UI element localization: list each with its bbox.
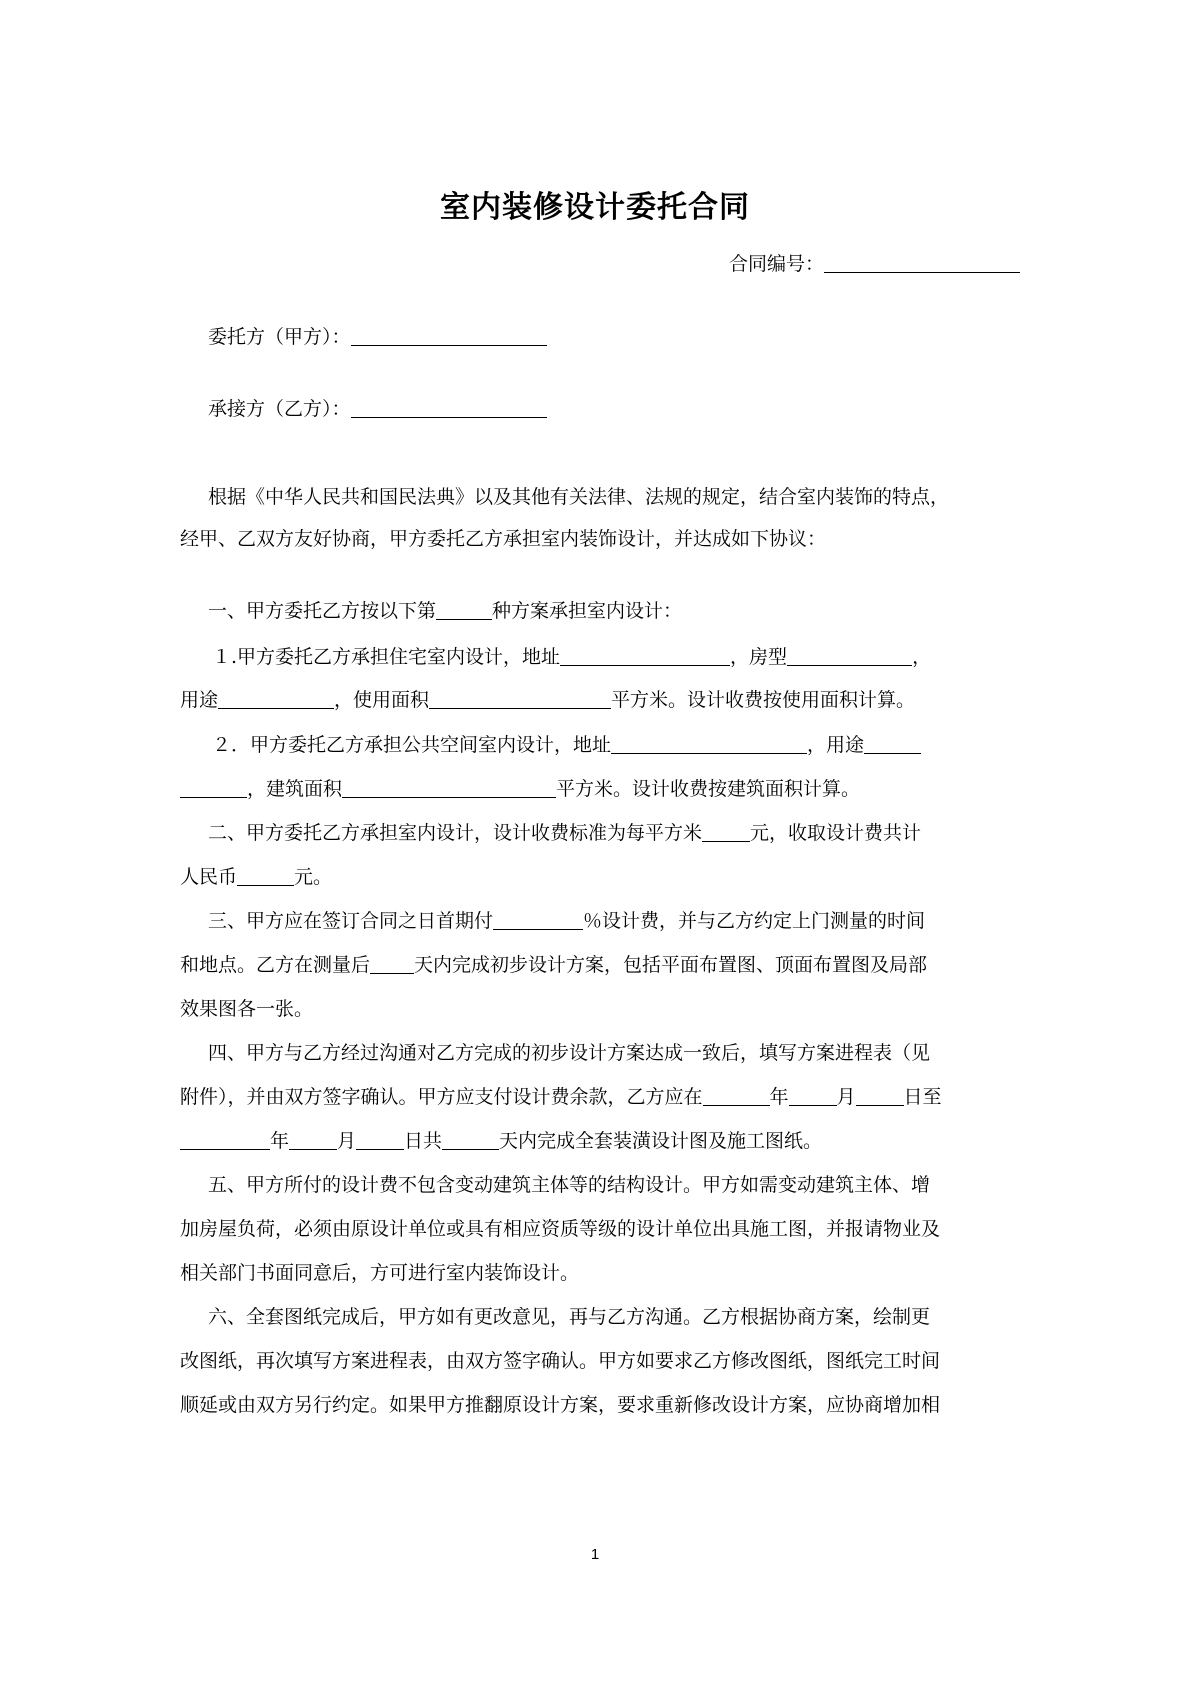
residential-address-blank[interactable] [560,645,730,666]
clause-6-line-1: 六、全套图纸完成后，甲方如有更改意见，再与乙方沟通。乙方根据协商方案，绘制更 [208,1306,931,1328]
total-days-blank[interactable] [442,1129,499,1150]
clause-4-text: 附件），并由双方签字确认。甲方应支付设计费余款，乙方应在 [180,1086,703,1108]
clause-5-line-3: 相关部门书面同意后，方可进行室内装饰设计。 [180,1262,580,1284]
clause-1-text-b: 种方案承担室内设计： [492,600,683,622]
public-address-blank[interactable] [611,733,807,754]
party-a-blank[interactable] [351,325,547,346]
party-b-blank[interactable] [351,397,547,418]
clause-4-text: 年 [270,1130,290,1152]
clause-6-line-3: 顺延或由双方另行约定。如果甲方推翻原设计方案，要求重新修改设计方案，应协商增加相 [180,1394,941,1416]
item-2-text: 平方米。设计收费按建筑面积计算。 [556,778,861,800]
page-number: 1 [590,1546,600,1563]
clause-4-text: 月 [337,1130,357,1152]
party-a-label: 委托方（甲方）： [208,326,351,348]
usable-area-blank[interactable] [429,688,611,709]
clause-3-text: ％设计费，并与乙方约定上门测量的时间 [583,910,926,932]
total-fee-blank[interactable] [237,865,294,886]
public-usage-blank-b[interactable] [180,777,247,798]
clause-3-text: 和地点。乙方在测量后 [180,954,371,976]
start-month-blank[interactable] [789,1085,837,1106]
clause-5-line-2: 加房屋负荷，必须由原设计单位或具有相应资质等级的设计单位出具施工图，并报请物业及 [180,1218,941,1240]
clause-4-line-1: 四、甲方与乙方经过沟通对乙方完成的初步设计方案达成一致后，填写方案进程表（见 [208,1042,931,1064]
intro-line-2: 经甲、乙双方友好协商，甲方委托乙方承担室内装饰设计，并达成如下协议： [180,528,827,550]
item-2-line-2 [180,773,1020,805]
clause-3-line-3: 效果图各一张。 [180,998,314,1020]
contract-number-label: 合同编号： [728,253,824,275]
party-b-line [208,393,1048,425]
clause-1 [208,595,1048,627]
clause-2-line-2 [180,861,1020,893]
end-day-blank[interactable] [356,1129,404,1150]
clause-3-text: 三、甲方应在签订合同之日首期付 [208,910,494,932]
intro-line-1: 根据《中华人民共和国民法典》以及其他有关法律、法规的规定，结合室内装饰的特点， [208,486,950,508]
item-1-text: 用途 [180,689,219,711]
first-payment-percent-blank[interactable] [493,909,583,930]
clause-2-text: 元。 [294,866,333,888]
item-1-text: 平方米。设计收费按使用面积计算。 [611,689,916,711]
item-2-text: ，建筑面积 [247,778,343,800]
clause-2-text: 二、甲方委托乙方承担室内设计，设计收费标准为每平方米 [208,822,703,844]
item-2-line-1 [212,729,1052,761]
item-1-text: ，房型 [730,646,788,668]
end-year-blank[interactable] [180,1129,270,1150]
document-title: 室内装修设计委托合同 [440,190,750,225]
item-1-text: １.甲方委托乙方承担住宅室内设计，地址 [212,646,561,668]
clause-2-text: 元，收取设计费共计 [750,822,922,844]
clause-4-text: 天内完成全套装潢设计图及施工图纸。 [499,1130,823,1152]
clause-4-text: 月 [836,1086,856,1108]
clause-5-line-1: 五、甲方所付的设计费不包含变动建筑主体等的结构设计。甲方如需变动建筑主体、增 [208,1174,931,1196]
item-2-text: ，用途 [807,734,865,756]
item-1-line-1 [212,641,1052,673]
fee-per-sqm-blank[interactable] [702,821,750,842]
item-2-text: ２．甲方委托乙方承担公共空间室内设计，地址 [212,734,612,756]
public-usage-blank-a[interactable] [864,733,921,754]
clause-4-line-2 [180,1081,1020,1113]
item-1-text: ， [912,646,932,668]
room-type-blank[interactable] [787,645,912,666]
clause-2-line-1 [208,817,1048,849]
clause-4-text: 日共 [404,1130,443,1152]
clause-4-text: 日至 [903,1086,942,1108]
item-1-line-2 [180,684,1020,716]
clause-4-line-3 [180,1125,1020,1157]
end-month-blank[interactable] [289,1129,337,1150]
usage-blank[interactable] [218,688,334,709]
clause-3-line-1 [208,905,1048,937]
start-year-blank[interactable] [703,1085,770,1106]
clause-3-text: 天内完成初步设计方案，包括平面布置图、顶面布置图及局部 [414,954,928,976]
contract-number-blank[interactable] [824,252,1020,273]
scheme-number-blank[interactable] [436,599,492,620]
days-after-measure-blank[interactable] [370,953,414,974]
item-1-text: ，使用面积 [334,689,430,711]
clause-1-text-a: 一、甲方委托乙方按以下第 [208,600,437,622]
clause-2-text: 人民币 [180,866,238,888]
party-a-line [208,321,1048,353]
party-b-label: 承接方（乙方）： [208,398,351,420]
clause-4-text: 年 [769,1086,789,1108]
building-area-blank[interactable] [342,777,556,798]
clause-3-line-2 [180,949,1020,981]
clause-6-line-2: 改图纸，再次填写方案进程表，由双方签字确认。甲方如要求乙方修改图纸，图纸完工时间 [180,1350,941,1372]
start-day-blank[interactable] [856,1085,904,1106]
contract-number-line [180,248,1020,280]
